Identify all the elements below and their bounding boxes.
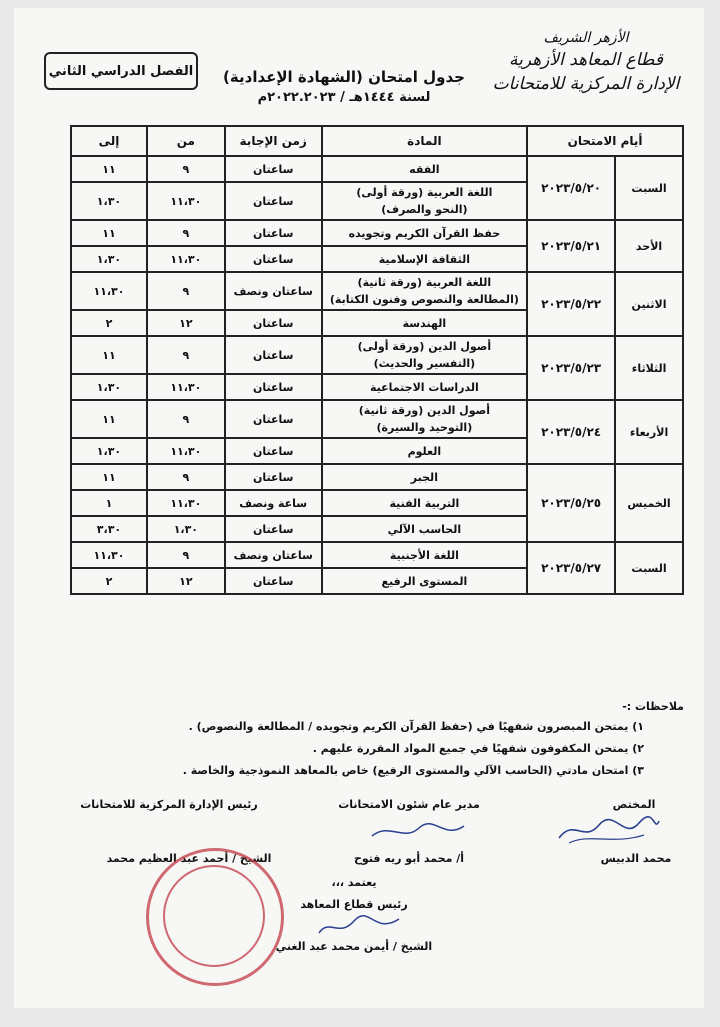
sector-title: رئيس قطاع المعاهد <box>300 898 408 911</box>
end-time: ١١ <box>71 464 147 490</box>
start-time: ٩ <box>147 336 225 374</box>
subject-cell <box>322 374 528 400</box>
exam-day: الثلاثاء <box>615 336 683 400</box>
end-time: ٢ <box>71 568 147 594</box>
subject-cell <box>322 272 528 310</box>
end-time: ١،٣٠ <box>71 246 147 272</box>
approval-text: يعتمد ،،، <box>331 876 377 889</box>
subject-cell <box>322 516 528 542</box>
end-time: ١١،٣٠ <box>71 542 147 568</box>
exam-day: الأربعاء <box>615 400 683 464</box>
subject-name: المستوى الرفيع <box>381 574 468 588</box>
sector-signature <box>314 913 404 943</box>
answer-duration: ساعتان <box>225 182 322 220</box>
subject-cell <box>322 568 528 594</box>
exam-date: ٢٠٢٣/٥/٢١ <box>527 220 615 272</box>
end-time: ٣،٣٠ <box>71 516 147 542</box>
exam-date: ٢٠٢٣/٥/٢٤ <box>527 400 615 464</box>
subject-name: الدراسات الاجتماعية <box>370 380 479 394</box>
exam-date: ٢٠٢٣/٥/٢٥ <box>527 464 615 542</box>
answer-duration: ساعتان <box>225 374 322 400</box>
manager-title: مدير عام شئون الامتحانات <box>338 798 480 811</box>
document-title: جدول امتحان (الشهادة الإعدادية) <box>223 68 465 86</box>
exam-day: الخميس <box>615 464 683 542</box>
exam-day: الأحد <box>615 220 683 272</box>
answer-duration: ساعتان <box>225 246 322 272</box>
notes-section <box>64 698 684 782</box>
subject-name: (المطالعة والنصوص وفنون الكتابة) <box>329 293 519 306</box>
header-from: من <box>147 126 225 156</box>
official-stamp <box>146 848 284 986</box>
note-item: ٢) يمتحن المكفوفون شفهيًا في جميع المواد المقررة عليهم . <box>312 742 644 755</box>
exam-date: ٢٠٢٣/٥/٢٢ <box>527 272 615 336</box>
start-time: ٩ <box>147 400 225 438</box>
subject-name: اللغة العربية (ورقة أولى) <box>356 186 493 199</box>
specialist-title: المختص <box>612 798 656 811</box>
start-time: ٩ <box>147 272 225 310</box>
document-title-block <box>214 66 474 108</box>
subject-name: أصول الدين (ورقة أولى) <box>357 340 492 353</box>
table-row <box>71 272 683 310</box>
document-year: لسنة ١٤٤٤هـ / ٢٠٢٢.٢٠٢٣م <box>257 90 431 105</box>
notes-title: ملاحظات :- <box>622 700 684 713</box>
subject-cell <box>322 156 528 182</box>
end-time: ١،٣٠ <box>71 182 147 220</box>
subject-name: اللغة الأجنبية <box>389 548 459 562</box>
table-row <box>71 156 683 182</box>
note-item: ٣) امتحان مادتي (الحاسب الآلي والمستوى الرفيع) خاص بالمعاهد النموذجية والخاصة . <box>182 764 644 777</box>
start-time: ١١،٣٠ <box>147 246 225 272</box>
answer-duration: ساعتان <box>225 568 322 594</box>
start-time: ١،٣٠ <box>147 516 225 542</box>
subject-cell <box>322 464 528 490</box>
head-name: الشيخ / أحمد عبد العظيم محمد <box>106 852 272 865</box>
end-time: ١١ <box>71 220 147 246</box>
exam-date: ٢٠٢٣/٥/٢٣ <box>527 336 615 400</box>
subject-name: (التوحيد والسيرة) <box>376 421 473 434</box>
subject-name: الجبر <box>410 470 438 484</box>
end-time: ٢ <box>71 310 147 336</box>
answer-duration: ساعتان <box>225 516 322 542</box>
end-time: ١١،٣٠ <box>71 272 147 310</box>
end-time: ١ <box>71 490 147 516</box>
end-time: ١،٣٠ <box>71 438 147 464</box>
exam-date: ٢٠٢٣/٥/٢٧ <box>527 542 615 594</box>
org-line-1: الأزهر الشريف <box>543 30 629 46</box>
subject-cell <box>322 182 528 220</box>
table-row <box>71 400 683 438</box>
subject-name: الثقافة الإسلامية <box>378 252 470 266</box>
exam-day: السبت <box>615 542 683 594</box>
specialist-name: محمد الدبيس <box>600 852 672 865</box>
end-time: ١١ <box>71 156 147 182</box>
subject-cell <box>322 246 528 272</box>
answer-duration: ساعة ونصف <box>225 490 322 516</box>
table-row <box>71 542 683 568</box>
start-time: ١٢ <box>147 568 225 594</box>
subject-cell <box>322 542 528 568</box>
exam-date: ٢٠٢٣/٥/٢٠ <box>527 156 615 220</box>
answer-duration: ساعتان <box>225 310 322 336</box>
end-time: ١،٣٠ <box>71 374 147 400</box>
exam-schedule-table <box>70 125 684 595</box>
answer-duration: ساعتان <box>225 220 322 246</box>
exam-day: الاثنين <box>615 272 683 336</box>
table-header-row <box>71 126 683 156</box>
org-line-3: الإدارة المركزية للامتحانات <box>492 74 680 94</box>
organization-header <box>486 28 686 96</box>
start-time: ٩ <box>147 464 225 490</box>
exam-schedule-document <box>14 8 704 1008</box>
header-exam-days: أيام الامتحان <box>527 126 683 156</box>
subject-name: (التفسير والحديث) <box>373 357 476 370</box>
answer-duration: ساعتان ونصف <box>225 272 322 310</box>
answer-duration: ساعتان <box>225 156 322 182</box>
table-row <box>71 464 683 490</box>
table-row <box>71 336 683 374</box>
subject-name: الحاسب الآلي <box>387 522 462 536</box>
subject-cell <box>322 336 528 374</box>
start-time: ٩ <box>147 220 225 246</box>
subject-name: اللغة العربية (ورقة ثانية) <box>357 276 492 289</box>
header-to: إلى <box>71 126 147 156</box>
subject-cell <box>322 438 528 464</box>
org-line-2: قطاع المعاهد الأزهرية <box>508 50 664 70</box>
start-time: ١١،٣٠ <box>147 438 225 464</box>
subject-name: حفظ القرآن الكريم وتجويده <box>348 226 501 240</box>
subject-cell <box>322 490 528 516</box>
answer-duration: ساعتان ونصف <box>225 542 322 568</box>
answer-duration: ساعتان <box>225 438 322 464</box>
subject-name: الفقه <box>409 162 440 176</box>
manager-signature <box>364 818 474 846</box>
table-body <box>71 156 683 594</box>
subject-name: التربية الفنية <box>389 496 460 510</box>
header-duration: زمن الإجابة <box>225 126 322 156</box>
subject-name: العلوم <box>407 444 442 458</box>
end-time: ١١ <box>71 336 147 374</box>
sector-name: الشيخ / أيمن محمد عبد الغني <box>275 940 433 953</box>
start-time: ٩ <box>147 542 225 568</box>
note-item: ١) يمتحن المبصرون شفهيًا في (حفظ القرآن الكريم وتجويده / المطالعة والنصوص) . <box>188 720 644 733</box>
start-time: ١١،٣٠ <box>147 182 225 220</box>
subject-name: الهندسة <box>402 316 447 330</box>
table-row <box>71 220 683 246</box>
subject-cell <box>322 400 528 438</box>
head-title: رئيس الإدارة المركزية للامتحانات <box>80 798 258 811</box>
start-time: ١٢ <box>147 310 225 336</box>
exam-day: السبت <box>615 156 683 220</box>
answer-duration: ساعتان <box>225 464 322 490</box>
header-subject: المادة <box>322 126 528 156</box>
start-time: ٩ <box>147 156 225 182</box>
start-time: ١١،٣٠ <box>147 490 225 516</box>
manager-name: أ/ محمد أبو ريه فتوح <box>353 852 465 865</box>
end-time: ١١ <box>71 400 147 438</box>
subject-cell <box>322 220 528 246</box>
answer-duration: ساعتان <box>225 400 322 438</box>
answer-duration: ساعتان <box>225 336 322 374</box>
subject-name: أصول الدين (ورقة ثانية) <box>358 404 491 417</box>
subject-name: (النحو والصرف) <box>381 203 468 216</box>
start-time: ١١،٣٠ <box>147 374 225 400</box>
subject-cell <box>322 310 528 336</box>
specialist-signature <box>554 813 664 848</box>
term-badge: الفصل الدراسي الثاني <box>44 52 198 90</box>
